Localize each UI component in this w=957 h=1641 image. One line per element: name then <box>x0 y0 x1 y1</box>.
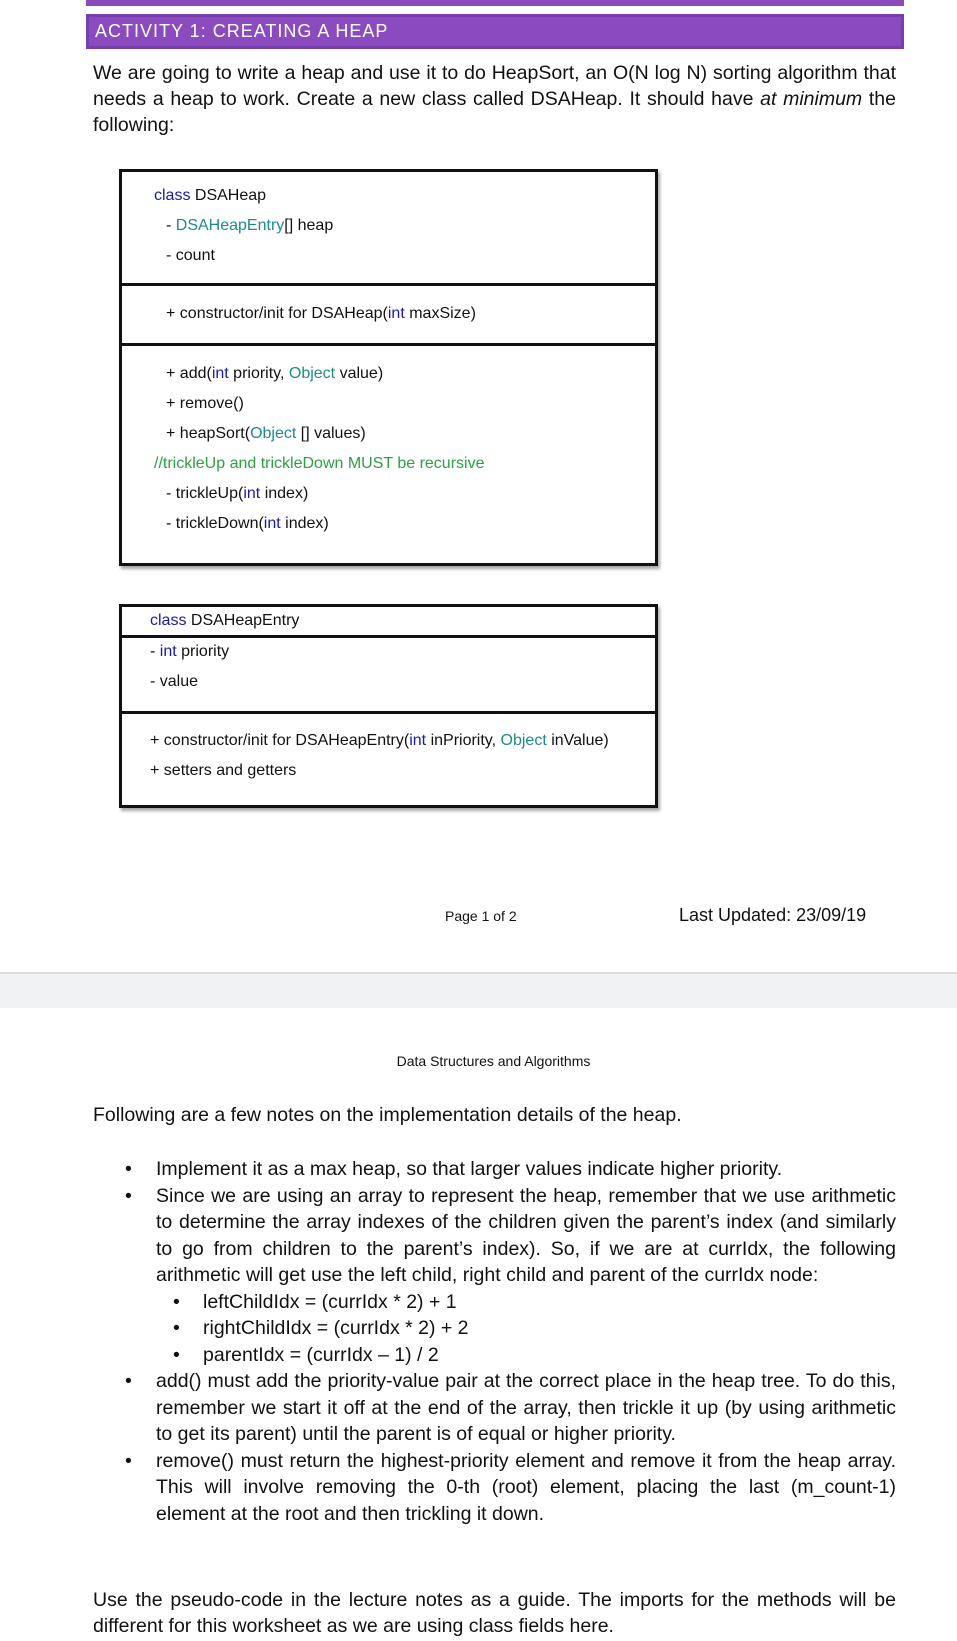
intro-suffix: the following: <box>93 88 896 136</box>
bullet: • <box>173 1343 180 1366</box>
uml-constructor <box>150 731 609 751</box>
uml-method-trickledown <box>166 514 329 534</box>
list-item <box>93 1156 896 1183</box>
class-name: DSAHeapEntry <box>190 612 300 629</box>
m-text: value) <box>335 365 384 382</box>
sub-item-text: rightChildIdx = (currIdx * 2) + 2 <box>203 1317 469 1339</box>
m-text: [] values) <box>296 425 366 442</box>
uml-dsaheap-methods <box>122 346 655 556</box>
bullet: • <box>125 1184 132 1207</box>
ctor-kw: int <box>409 732 427 749</box>
m-text: + heapSort( <box>166 425 251 442</box>
field-kw: int <box>159 643 177 660</box>
m-text: - trickleUp( <box>166 485 244 502</box>
m-kw: int <box>211 365 229 382</box>
uml-constructor <box>166 304 476 324</box>
uml-method-add <box>166 364 383 384</box>
uml-field-priority <box>150 642 229 662</box>
bullet: • <box>125 1158 132 1180</box>
m-text: index) <box>260 485 309 502</box>
list-item <box>93 1448 896 1528</box>
uml-class-name <box>150 611 299 631</box>
header-strip <box>86 0 904 6</box>
intro-emphasis: at minimum <box>760 88 863 110</box>
m-kw: int <box>263 515 281 532</box>
intro-paragraph <box>93 60 896 138</box>
list-item-text: remove() must return the highest-priority element and remove it from the heap array. This will involve removing the 0-th (root) element, placing the last (m_count-1) element at the root and then trickling it down. <box>156 1449 896 1525</box>
uml-dsaheap-fields <box>122 172 655 284</box>
bullet: • <box>125 1449 132 1472</box>
uml-method-trickleup <box>166 484 308 504</box>
list-item <box>93 1368 896 1448</box>
uml-comment: //trickleUp and trickleDown MUST be recursive <box>154 455 485 472</box>
closing-paragraph: Use the pseudo-code in the lecture notes as a guide. The imports for the methods will be different for this worksheet as we are using class fields here. <box>93 1589 896 1637</box>
ctor-text: inValue) <box>546 732 609 749</box>
ctor-text: inPriority, <box>426 732 501 749</box>
ctor-kw: int <box>387 305 405 322</box>
intro-text: We are going to write a heap and use it to do HeapSort, an O(N log N) sorting algorithm that needs a heap to work. Create a new class called DSAHeap. It should have <box>93 62 896 110</box>
field-type: DSAHeapEntry <box>175 217 285 234</box>
uml-class-name <box>154 186 266 206</box>
field-rest: [] heap <box>284 217 334 234</box>
page-2 <box>0 1008 957 1641</box>
notes-intro: Following are a few notes on the implementation details of the heap. <box>93 1104 682 1126</box>
uml-dsaheapentry <box>119 604 658 808</box>
field-prefix: - <box>166 217 176 234</box>
field-prefix: - <box>150 643 160 660</box>
uml-field-heap <box>166 216 333 236</box>
class-name: DSAHeap <box>194 187 267 204</box>
uml-dsaheap <box>119 169 658 566</box>
list-item-text: Implement it as a max heap, so that larger values indicate higher priority. <box>156 1158 783 1180</box>
sub-item-text: leftChildIdx = (currIdx * 2) + 1 <box>203 1290 457 1313</box>
ctor-rest: maxSize) <box>404 305 476 322</box>
m-type: Object <box>250 425 297 442</box>
uml-setters-getters: + setters and getters <box>150 762 297 779</box>
sub-list-item <box>93 1289 896 1316</box>
page-gap <box>0 972 957 1010</box>
field-rest: priority <box>176 643 230 660</box>
uml-divider <box>122 711 655 714</box>
uml-method-heapsort <box>166 424 366 444</box>
ctor-text: + constructor/init for DSAHeapEntry( <box>150 732 410 749</box>
uml-method-remove: + remove() <box>166 395 244 412</box>
list-item <box>93 1183 896 1289</box>
ctor-text: + constructor/init for DSAHeap( <box>166 305 388 322</box>
bullet: • <box>173 1290 180 1313</box>
uml-field-value: - value <box>150 673 199 690</box>
bullet: • <box>173 1317 180 1339</box>
class-keyword: class <box>150 612 187 629</box>
sub-list-item <box>93 1342 896 1369</box>
uml-divider <box>122 635 655 638</box>
notes-list <box>93 1156 896 1527</box>
list-item-text: add() must add the priority-value pair at the correct place in the heap tree. To do this, remember we start it off at the end of the array, then trickle it up (by using arithmetic to get its parent) until the parent is of equal or higher priority. <box>156 1370 896 1445</box>
uml-dsaheap-ctor <box>122 286 655 343</box>
list-item-text: Since we are using an array to represent the heap, remember that we use arithmetic to determine the array indexes of the children given the parent’s index (and similarly to go from children to the parent’s index). So, if we are at currIdx, the following arithmetic will get use the left child, right child and parent of the currIdx node: <box>156 1184 896 1286</box>
m-text: + add( <box>166 365 212 382</box>
last-updated: Last Updated: 23/09/19 <box>679 905 867 925</box>
activity-title: ACTIVITY 1: CREATING A HEAP <box>86 14 904 49</box>
m-text: index) <box>280 515 329 532</box>
sub-list-item <box>93 1315 896 1342</box>
m-text: - trickleDown( <box>166 515 264 532</box>
class-keyword: class <box>154 187 191 204</box>
bullet: • <box>125 1370 132 1392</box>
m-type: Object <box>288 365 336 382</box>
m-kw: int <box>243 485 261 502</box>
ctor-type: Object <box>500 732 547 749</box>
running-header: Data Structures and Algorithms <box>396 1053 591 1069</box>
sub-item-text: parentIdx = (currIdx – 1) / 2 <box>203 1343 439 1366</box>
m-text: priority, <box>228 365 289 382</box>
uml-field-count: - count <box>166 247 215 264</box>
page-number: Page 1 of 2 <box>445 908 517 924</box>
